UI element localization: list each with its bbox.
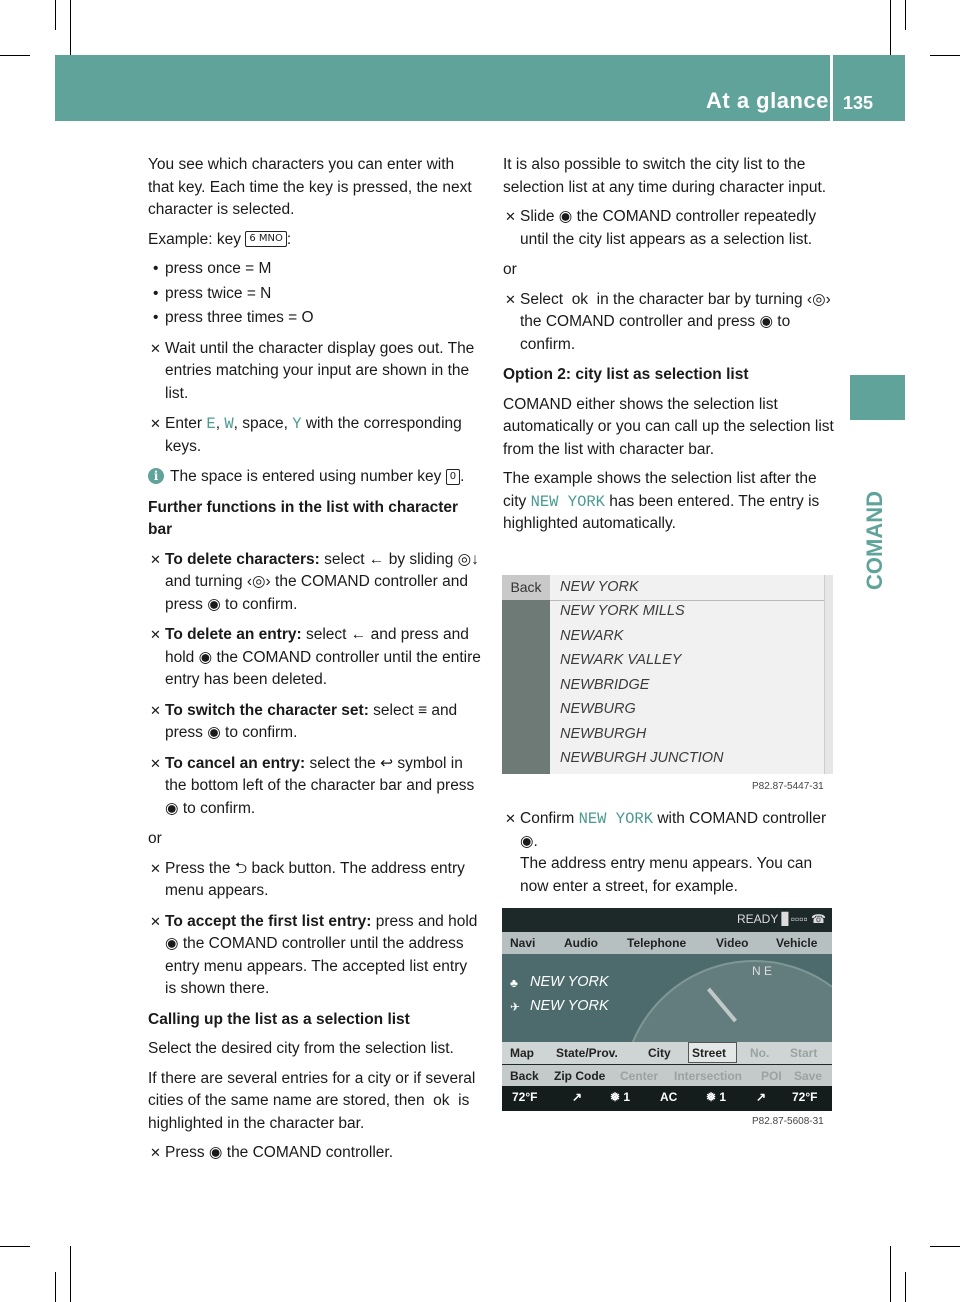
step-item: [503, 808, 835, 898]
list-item: [148, 307, 482, 330]
menu-street[interactable]: Street: [692, 1046, 727, 1060]
bullet-icon: •: [153, 260, 159, 277]
select-ok-text: Select ok in the character bar by turning ‹◎› the COMAND controller and press ◉ to confirm.: [520, 290, 831, 353]
or-text: or: [148, 830, 162, 847]
cancel-entry-label: To cancel an entry:: [165, 754, 306, 772]
header-divider: [830, 55, 833, 121]
page-number: 135: [843, 93, 874, 113]
tab-telephone[interactable]: Telephone: [627, 936, 687, 950]
left-column: [148, 154, 482, 1173]
list-item: [148, 283, 482, 306]
fan-right-icon[interactable]: ❅ 1: [706, 1090, 727, 1104]
step-item: [148, 1142, 482, 1165]
step-arrow-icon: ✕: [150, 416, 161, 431]
list-item[interactable]: NEWBRIDGE: [560, 677, 650, 693]
menu-save[interactable]: Save: [794, 1069, 823, 1083]
bullet-icon: •: [153, 309, 159, 326]
menu-no[interactable]: No.: [750, 1046, 770, 1060]
state-entry[interactable]: NEW YORK: [530, 998, 609, 1014]
figure-caption: P82.87-5608-31: [752, 1116, 824, 1127]
list-item[interactable]: NEW YORK MILLS: [560, 603, 685, 619]
press-three: press three times = O: [165, 309, 314, 326]
crop-mark: [930, 55, 960, 56]
back-button[interactable]: Back: [502, 575, 550, 600]
menu-poi[interactable]: POI: [761, 1069, 782, 1083]
or-text: or: [503, 261, 517, 278]
tab-audio[interactable]: Audio: [564, 936, 598, 950]
right-paragraph-1: It is also possible to switch the city list to the selection list at any time during character input.: [503, 156, 827, 196]
map-background: [502, 954, 832, 1050]
confirm-city: NEW YORK: [578, 810, 653, 828]
confirm-text-b: with COMAND controller ◉.: [520, 810, 827, 850]
press-twice: press twice = N: [165, 284, 272, 302]
crop-mark: [905, 1272, 906, 1302]
functions-heading: Further functions in the list with character bar: [148, 498, 459, 538]
step-enter-mid: , space,: [233, 415, 288, 432]
list-item[interactable]: NEWBURG: [560, 701, 636, 717]
step-item: [503, 289, 835, 357]
step-arrow-icon: ✕: [505, 291, 516, 307]
step-item: [148, 549, 482, 617]
crop-mark: [0, 55, 30, 56]
step-enter-end: with the corresponding keys.: [165, 415, 462, 455]
climate-bar: [502, 1086, 832, 1111]
menu-start[interactable]: Start: [790, 1046, 818, 1060]
crop-mark: [890, 0, 891, 55]
intro-paragraph: You see which characters you can enter with that key. Each time the key is pressed, the next character is selected.: [148, 156, 472, 218]
step-item: [503, 206, 835, 251]
list-item[interactable]: NEWBURGH: [560, 726, 647, 742]
tab-vehicle[interactable]: Vehicle: [776, 936, 818, 950]
main-tabs: [502, 932, 832, 954]
crop-mark: [930, 1246, 960, 1247]
delete-chars-text: select ← by sliding ◎↓ and turning ‹◎› the COMAND controller and press ◉ to confirm.: [165, 550, 479, 613]
slide-text: Slide ◉ the COMAND controller repeatedly until the city list appears as a selection list.: [520, 208, 817, 248]
airflow-left-icon[interactable]: ↗: [572, 1090, 583, 1104]
scrollbar[interactable]: [824, 575, 833, 774]
char-e: E: [206, 415, 216, 433]
option2-text-a: The example shows the selection list after the city: [503, 470, 817, 510]
city-icon: ♣: [510, 976, 518, 990]
option2-heading: Option 2: city list as selection list: [503, 366, 749, 383]
step-item: [148, 338, 482, 406]
accept-first-text: press and hold ◉ the COMAND controller until the address entry menu appears. The accepted list entry is shown there.: [165, 912, 478, 997]
step-item: [148, 700, 482, 745]
state-icon: ✈: [510, 1000, 521, 1014]
step-wait-text: Wait until the character display goes out. The entries matching your input are shown in the list.: [165, 339, 475, 402]
menu-intersection[interactable]: Intersection: [674, 1069, 743, 1083]
switch-set-label: To switch the character set:: [165, 701, 369, 719]
crop-mark: [70, 0, 71, 55]
calling-paragraph-1: Select the desired city from the selection list.: [148, 1040, 454, 1057]
info-note-text: The space is entered using number key: [170, 468, 442, 485]
crop-mark: [70, 1246, 71, 1302]
press-once: press once = M: [165, 260, 272, 277]
temp-right: 72°F: [792, 1090, 818, 1104]
press-controller-text: Press ◉ the COMAND controller.: [165, 1144, 394, 1161]
list-item[interactable]: NEW YORK: [560, 579, 639, 595]
bullet-icon: •: [153, 284, 159, 302]
example-prefix: Example: key: [148, 230, 242, 248]
section-tab: [850, 375, 905, 420]
compass-icon: [622, 960, 832, 1050]
menu-city[interactable]: City: [648, 1046, 671, 1060]
menu-zip[interactable]: Zip Code: [554, 1069, 606, 1083]
menu-row-2: [502, 1065, 832, 1087]
char-y: Y: [292, 415, 302, 433]
step-arrow-icon: ✕: [150, 913, 161, 929]
menu-center[interactable]: Center: [620, 1069, 659, 1083]
figure-caption: P82.87-5447-31: [752, 781, 824, 792]
section-label: COMAND: [862, 491, 887, 590]
char-w: W: [224, 415, 234, 433]
crop-mark: [0, 1246, 30, 1247]
confirm-text-c: The address entry menu appears. You can now enter a street, for example.: [520, 855, 813, 895]
example-line: [148, 229, 482, 252]
crop-mark: [55, 0, 56, 30]
list-item[interactable]: NEWBURGH JUNCTION: [560, 750, 724, 766]
list-item[interactable]: NEWARK VALLEY: [560, 652, 682, 668]
calling-heading: Calling up the list as a selection list: [148, 1010, 410, 1028]
compass-label: N E: [752, 964, 773, 978]
step-item: [148, 911, 482, 1001]
step-arrow-icon: ✕: [150, 340, 161, 356]
confirm-text-a: Confirm: [520, 810, 575, 827]
option2-city: NEW YORK: [530, 492, 605, 511]
step-item: ✕ Enter E, W, space, Y with the corresponding keys.: [150, 415, 462, 455]
press-back-text: Press the ⮌ back button. The address entry menu appears.: [165, 859, 465, 899]
selection-list-screenshot: [502, 575, 832, 774]
menu-state[interactable]: State/Prov.: [556, 1046, 618, 1060]
crop-mark: [55, 1272, 56, 1302]
cancel-entry-text: select the ↩ symbol in the bottom left of the character bar and press ◉ to confirm.: [165, 754, 475, 817]
address-entry-screenshot: [502, 908, 832, 1111]
step-item: [148, 753, 482, 821]
menu-back[interactable]: Back: [510, 1069, 539, 1083]
tab-video[interactable]: Video: [716, 936, 749, 950]
option2-paragraph-1: COMAND either shows the selection list automatically or you can call up the selection list from the list with character bar.: [503, 395, 834, 458]
option2-text-b: has been entered. The entry is highlighted automatically.: [503, 492, 820, 532]
tab-navi[interactable]: Navi: [510, 936, 536, 950]
info-icon: i: [148, 468, 164, 484]
right-column-top: [503, 154, 835, 543]
back-column: [502, 575, 550, 774]
step-item: [148, 624, 482, 692]
step-arrow-icon: ✕: [150, 702, 161, 718]
step-enter-text: Enter: [165, 415, 203, 432]
key-0-icon: 0: [446, 469, 460, 485]
calling-paragraph-2: If there are several entries for a city or if several cities of the same name are stored, then ok is highlighted in the character bar.: [148, 1069, 476, 1132]
ac-button[interactable]: AC: [660, 1090, 678, 1104]
step-arrow-icon: ✕: [150, 860, 161, 876]
fan-left-icon[interactable]: ❅ 1: [610, 1090, 631, 1104]
menu-row-1: [502, 1042, 832, 1064]
accept-first-label: To accept the first list entry:: [165, 912, 372, 930]
delete-entry-text: select ← and press and hold ◉ the COMAND controller until the entire entry has been deleted.: [165, 626, 481, 688]
crop-mark: [890, 1246, 891, 1302]
key-6-icon: 6 MNO: [245, 231, 287, 247]
delete-chars-label: To delete characters:: [165, 550, 320, 568]
menu-map[interactable]: Map: [510, 1046, 534, 1060]
city-entry[interactable]: NEW YORK: [530, 974, 609, 990]
step-arrow-icon: ✕: [150, 755, 161, 771]
step-item: [148, 858, 482, 903]
list-item[interactable]: NEWARK: [560, 628, 624, 644]
switch-set-text: select ≡ and press ◉ to confirm.: [165, 701, 458, 741]
step-arrow-icon: ✕: [150, 551, 161, 567]
delete-entry-label: To delete an entry:: [165, 626, 302, 643]
step-arrow-icon: ✕: [150, 1145, 161, 1160]
step-arrow-icon: ✕: [150, 627, 161, 642]
right-column-bottom: [503, 808, 835, 906]
info-note: i The space is entered using number key 0 .: [148, 466, 482, 489]
option2-paragraph-2: [503, 468, 835, 536]
step-arrow-icon: ✕: [505, 811, 516, 826]
airflow-right-icon[interactable]: ↗: [756, 1090, 767, 1104]
step-arrow-icon: ✕: [505, 209, 516, 224]
example-suffix: :: [286, 230, 292, 248]
status-bar: READY ▊▫▫▫▫ ☎: [737, 912, 826, 926]
crop-mark: [905, 0, 906, 30]
temp-left: 72°F: [512, 1090, 538, 1104]
list-item: [148, 258, 482, 281]
page-title: At a glance: [706, 88, 829, 113]
